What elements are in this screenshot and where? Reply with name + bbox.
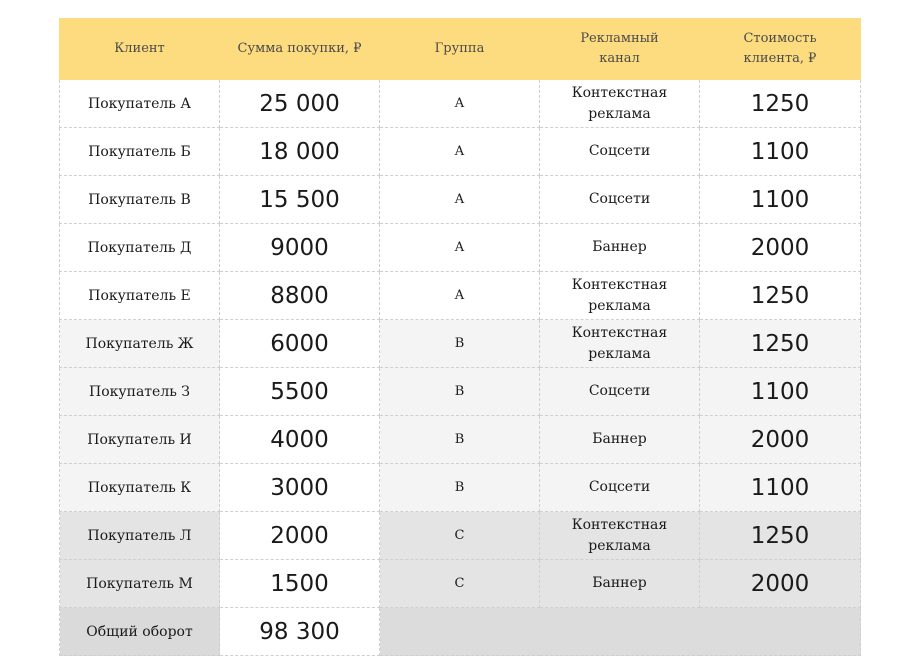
header-channel-line1: Рекламный (580, 31, 659, 46)
cell-client: Покупатель М (60, 560, 220, 608)
cell-channel-line1: Соцсети (588, 383, 651, 399)
cell-client: Покупатель К (60, 464, 220, 512)
cell-cost: 1100 (700, 176, 861, 224)
header-cost-line2: клиента, ₽ (743, 51, 817, 66)
cell-client: Покупатель А (60, 80, 220, 128)
cell-channel-line2: реклама (588, 345, 651, 362)
cell-channel-line1: Контекстная (571, 276, 668, 293)
total-value: 98 300 (220, 608, 380, 656)
cell-group: C (380, 560, 540, 608)
cell-sum: 6000 (220, 320, 380, 368)
table-row (60, 368, 861, 416)
cell-channel-line2: реклама (588, 105, 651, 122)
cell-channel-line1: Баннер (592, 575, 647, 591)
header-channel (540, 19, 700, 80)
cell-channel (540, 272, 700, 320)
header-sum (220, 19, 380, 80)
cell-channel (540, 320, 700, 368)
header-cost-line1: Стоимость (743, 31, 817, 46)
cell-sum: 8800 (220, 272, 380, 320)
cell-client: Покупатель З (60, 368, 220, 416)
cell-group: A (380, 272, 540, 320)
cell-group: C (380, 512, 540, 560)
cell-channel (540, 560, 700, 608)
header-channel-line2: канал (599, 51, 640, 66)
cell-channel-line1: Соцсети (588, 191, 651, 207)
cell-channel (540, 512, 700, 560)
cell-channel (540, 224, 700, 272)
cell-client: Покупатель Л (60, 512, 220, 560)
cell-sum: 1500 (220, 560, 380, 608)
cell-sum: 15 500 (220, 176, 380, 224)
cell-group: B (380, 320, 540, 368)
cell-client: Покупатель Ж (60, 320, 220, 368)
cell-sum: 2000 (220, 512, 380, 560)
cell-cost: 1250 (700, 512, 861, 560)
table-body (60, 80, 861, 608)
cell-cost: 1250 (700, 320, 861, 368)
cell-cost: 1250 (700, 80, 861, 128)
cell-sum: 4000 (220, 416, 380, 464)
total-row (60, 608, 861, 656)
cell-channel-line1: Контекстная (571, 324, 668, 341)
cell-client: Покупатель Б (60, 128, 220, 176)
table-row (60, 512, 861, 560)
cell-cost: 2000 (700, 416, 861, 464)
cell-sum: 3000 (220, 464, 380, 512)
cell-channel (540, 464, 700, 512)
cell-channel-line1: Контекстная (571, 84, 668, 101)
cell-sum: 9000 (220, 224, 380, 272)
total-label: Общий оборот (60, 608, 220, 656)
table-row (60, 80, 861, 128)
cell-channel (540, 176, 700, 224)
cell-channel (540, 368, 700, 416)
cell-cost: 2000 (700, 560, 861, 608)
cell-client: Покупатель В (60, 176, 220, 224)
customers-table (59, 18, 861, 656)
cell-group: A (380, 176, 540, 224)
table-row (60, 416, 861, 464)
cell-group: A (380, 80, 540, 128)
cell-group: B (380, 416, 540, 464)
table-row (60, 272, 861, 320)
cell-channel-line1: Соцсети (588, 479, 651, 495)
cell-channel-line1: Контекстная (571, 516, 668, 533)
cell-sum: 18 000 (220, 128, 380, 176)
table-row (60, 560, 861, 608)
cell-group: B (380, 368, 540, 416)
cell-cost: 2000 (700, 224, 861, 272)
table-row (60, 176, 861, 224)
cell-channel-line1: Баннер (592, 431, 647, 447)
cell-cost: 1100 (700, 464, 861, 512)
cell-sum: 5500 (220, 368, 380, 416)
header-client (60, 19, 220, 80)
table-row (60, 464, 861, 512)
cell-client: Покупатель И (60, 416, 220, 464)
cell-cost: 1250 (700, 272, 861, 320)
cell-channel-line2: реклама (588, 297, 651, 314)
cell-group: A (380, 128, 540, 176)
cell-channel (540, 80, 700, 128)
table-row (60, 320, 861, 368)
header-cost (700, 19, 861, 80)
total-blank (380, 608, 861, 656)
cell-channel (540, 416, 700, 464)
cell-channel (540, 128, 700, 176)
cell-channel-line1: Соцсети (588, 143, 651, 159)
cell-group: A (380, 224, 540, 272)
cell-cost: 1100 (700, 128, 861, 176)
cell-sum: 25 000 (220, 80, 380, 128)
header-client-label: Клиент (114, 41, 165, 56)
cell-channel-line2: реклама (588, 537, 651, 554)
cell-client: Покупатель Е (60, 272, 220, 320)
cell-group: B (380, 464, 540, 512)
header-sum-label: Сумма покупки, ₽ (237, 41, 362, 56)
header-group (380, 19, 540, 80)
cell-channel-line1: Баннер (592, 239, 647, 255)
cell-client: Покупатель Д (60, 224, 220, 272)
table-row (60, 224, 861, 272)
header-group-label: Группа (434, 41, 485, 56)
table-row (60, 128, 861, 176)
cell-cost: 1100 (700, 368, 861, 416)
table-header-row (60, 19, 861, 80)
